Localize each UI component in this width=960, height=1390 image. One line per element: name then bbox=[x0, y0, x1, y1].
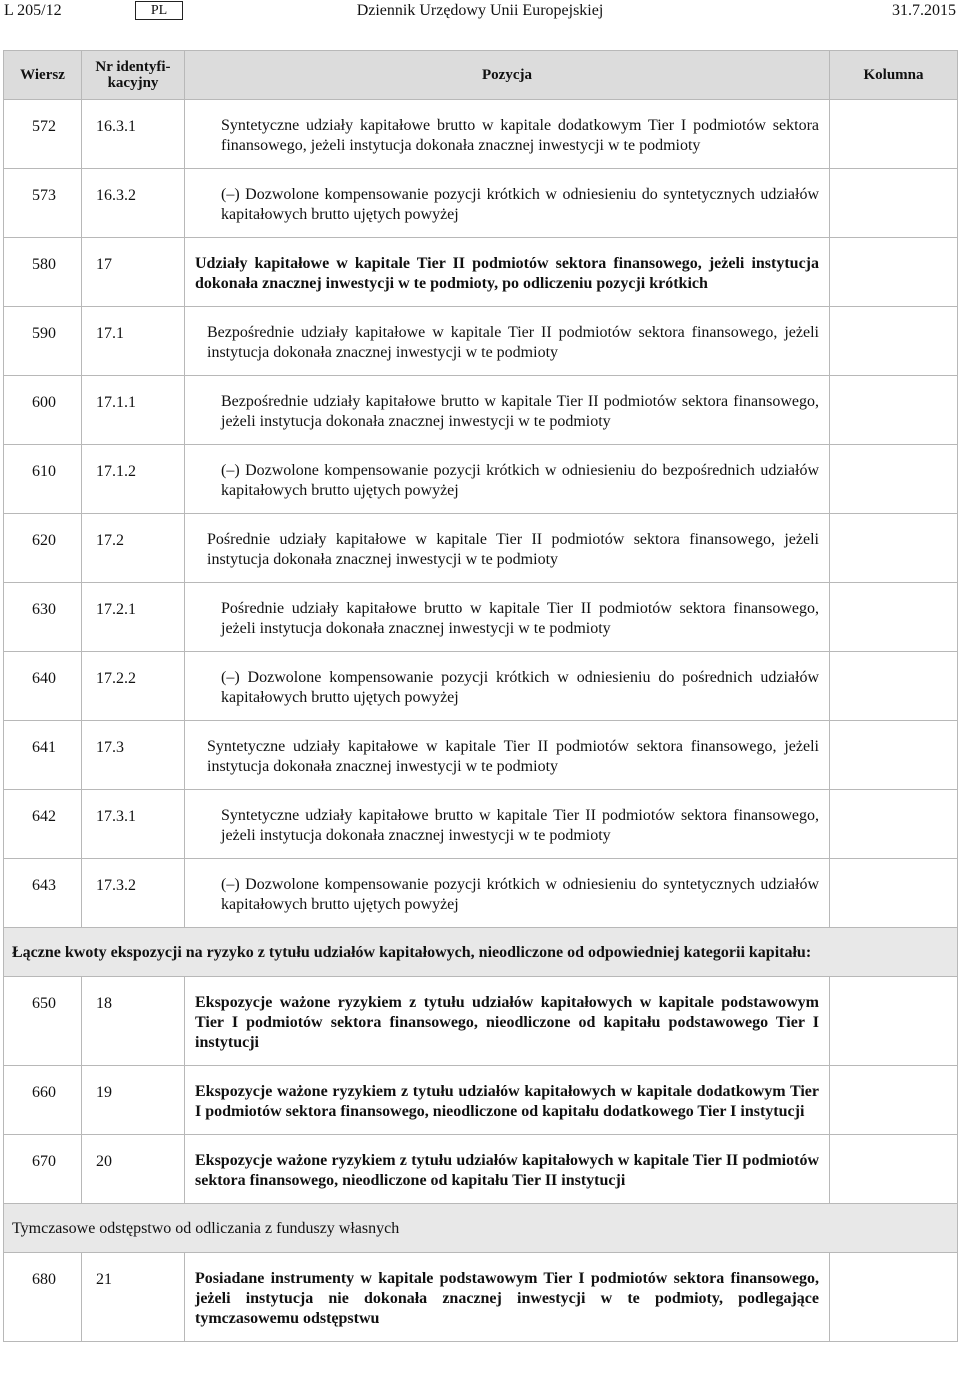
row-number: 573 bbox=[4, 169, 82, 238]
row-column-value bbox=[830, 1253, 958, 1342]
row-column-value bbox=[830, 1066, 958, 1135]
row-item-text: Ekspozycje ważone ryzykiem z tytułu udziałów kapitałowych w kapitale dodatkowym Tier I podmiotów sektora finansowego, nieodliczone od kapitału dodatkowego Tier I instytucji bbox=[185, 1066, 830, 1135]
table-row bbox=[4, 859, 958, 928]
row-identifier: 16.3.1 bbox=[82, 100, 185, 169]
table-row bbox=[4, 238, 958, 307]
section-heading: Tymczasowe odstępstwo od odliczania z funduszy własnych bbox=[4, 1204, 958, 1253]
row-item-text: Pośrednie udziały kapitałowe brutto w kapitale Tier II podmiotów sektora finansowego, jeżeli instytucja dokonała znacznej inwestycji w te podmioty bbox=[185, 583, 830, 652]
row-column-value bbox=[830, 652, 958, 721]
row-number: 643 bbox=[4, 859, 82, 928]
table-row bbox=[4, 721, 958, 790]
column-header-nr bbox=[82, 51, 185, 100]
row-identifier: 19 bbox=[82, 1066, 185, 1135]
row-identifier: 17.3.2 bbox=[82, 859, 185, 928]
items-table bbox=[3, 50, 958, 1342]
column-header-pozycja: Pozycja bbox=[185, 51, 830, 100]
row-column-value bbox=[830, 721, 958, 790]
row-column-value bbox=[830, 376, 958, 445]
row-column-value bbox=[830, 790, 958, 859]
table-row bbox=[4, 445, 958, 514]
row-item-text: (–) Dozwolone kompensowanie pozycji krótkich w odniesieniu do syntetycznych udziałów kapitałowych brutto ujętych powyżej bbox=[185, 169, 830, 238]
table-row bbox=[4, 1135, 958, 1204]
table-row bbox=[4, 652, 958, 721]
section-heading-row bbox=[4, 1204, 958, 1253]
row-identifier: 17.3.1 bbox=[82, 790, 185, 859]
table-row bbox=[4, 977, 958, 1066]
table-header-row bbox=[4, 51, 958, 100]
row-column-value bbox=[830, 307, 958, 376]
row-number: 580 bbox=[4, 238, 82, 307]
row-identifier: 17.1.1 bbox=[82, 376, 185, 445]
row-identifier: 17.2.2 bbox=[82, 652, 185, 721]
row-column-value bbox=[830, 1135, 958, 1204]
row-item-text: Bezpośrednie udziały kapitałowe brutto w kapitale Tier II podmiotów sektora finansowego, jeżeli instytucja dokonała znacznej inwestycji w te podmioty bbox=[185, 376, 830, 445]
row-number: 600 bbox=[4, 376, 82, 445]
row-item-text: Posiadane instrumenty w kapitale podstawowym Tier I podmiotów sektora finansowego, jeżeli instytucja nie dokonała znacznej inwestycji w te podmioty, podlegające tymczasowemu odstępstwu bbox=[185, 1253, 830, 1342]
language-badge: PL bbox=[135, 1, 183, 20]
row-number: 680 bbox=[4, 1253, 82, 1342]
row-identifier: 17.2.1 bbox=[82, 583, 185, 652]
row-item-text: Pośrednie udziały kapitałowe w kapitale Tier II podmiotów sektora finansowego, jeżeli instytucja dokonała znacznej inwestycji w te podmioty bbox=[185, 514, 830, 583]
row-column-value bbox=[830, 100, 958, 169]
table-row bbox=[4, 169, 958, 238]
table-row bbox=[4, 376, 958, 445]
row-item-text: Syntetyczne udziały kapitałowe w kapitale Tier II podmiotów sektora finansowego, jeżeli instytucja dokonała znacznej inwestycji w te podmioty bbox=[185, 721, 830, 790]
table-row bbox=[4, 307, 958, 376]
table-row bbox=[4, 790, 958, 859]
table-body bbox=[4, 100, 958, 1342]
row-number: 650 bbox=[4, 977, 82, 1066]
column-header-wiersz: Wiersz bbox=[4, 51, 82, 100]
row-column-value bbox=[830, 169, 958, 238]
row-identifier: 20 bbox=[82, 1135, 185, 1204]
row-identifier: 17.1 bbox=[82, 307, 185, 376]
row-column-value bbox=[830, 583, 958, 652]
row-number: 610 bbox=[4, 445, 82, 514]
section-heading: Łączne kwoty ekspozycji na ryzyko z tytułu udziałów kapitałowych, nieodliczone od odpowiedniej kategorii kapitału: bbox=[4, 928, 958, 977]
row-identifier: 21 bbox=[82, 1253, 185, 1342]
page-reference: L 205/12 bbox=[4, 2, 62, 19]
publication-date: 31.7.2015 bbox=[892, 2, 956, 19]
page-header bbox=[0, 0, 960, 22]
row-number: 640 bbox=[4, 652, 82, 721]
row-number: 670 bbox=[4, 1135, 82, 1204]
section-heading-row bbox=[4, 928, 958, 977]
row-column-value bbox=[830, 445, 958, 514]
row-number: 660 bbox=[4, 1066, 82, 1135]
row-item-text: Ekspozycje ważone ryzykiem z tytułu udziałów kapitałowych w kapitale podstawowym Tier I podmiotów sektora finansowego, nieodliczone od kapitału podstawowego Tier I instytucji bbox=[185, 977, 830, 1066]
row-column-value bbox=[830, 514, 958, 583]
row-item-text: Syntetyczne udziały kapitałowe brutto w kapitale Tier II podmiotów sektora finansowego, jeżeli instytucja dokonała znacznej inwestycji w te podmioty bbox=[185, 790, 830, 859]
table-row bbox=[4, 100, 958, 169]
row-number: 642 bbox=[4, 790, 82, 859]
row-column-value bbox=[830, 238, 958, 307]
row-item-text: (–) Dozwolone kompensowanie pozycji krótkich w odniesieniu do bezpośrednich udziałów kapitałowych brutto ujętych powyżej bbox=[185, 445, 830, 514]
row-identifier: 17 bbox=[82, 238, 185, 307]
row-identifier: 17.2 bbox=[82, 514, 185, 583]
row-item-text: Ekspozycje ważone ryzykiem z tytułu udziałów kapitałowych w kapitale Tier II podmiotów sektora finansowego, nieodliczone od kapitału Tier II instytucji bbox=[185, 1135, 830, 1204]
row-number: 572 bbox=[4, 100, 82, 169]
row-item-text: Syntetyczne udziały kapitałowe brutto w kapitale dodatkowym Tier I podmiotów sektora finansowego, jeżeli instytucja dokonała znacznej inwestycji w te podmioty bbox=[185, 100, 830, 169]
row-item-text: Bezpośrednie udziały kapitałowe w kapitale Tier II podmiotów sektora finansowego, jeżeli instytucja dokonała znacznej inwestycji w te podmioty bbox=[185, 307, 830, 376]
table-row bbox=[4, 1066, 958, 1135]
row-identifier: 17.1.2 bbox=[82, 445, 185, 514]
table-row bbox=[4, 583, 958, 652]
row-item-text: (–) Dozwolone kompensowanie pozycji krótkich w odniesieniu do pośrednich udziałów kapitałowych brutto ujętych powyżej bbox=[185, 652, 830, 721]
table-row bbox=[4, 1253, 958, 1342]
row-number: 620 bbox=[4, 514, 82, 583]
row-identifier: 18 bbox=[82, 977, 185, 1066]
column-header-nr-label: Nr identyfi-kacyjny bbox=[95, 59, 171, 91]
row-number: 641 bbox=[4, 721, 82, 790]
row-column-value bbox=[830, 977, 958, 1066]
row-identifier: 17.3 bbox=[82, 721, 185, 790]
column-header-kolumna: Kolumna bbox=[830, 51, 958, 100]
row-identifier: 16.3.2 bbox=[82, 169, 185, 238]
row-number: 630 bbox=[4, 583, 82, 652]
row-column-value bbox=[830, 859, 958, 928]
row-item-text: Udziały kapitałowe w kapitale Tier II podmiotów sektora finansowego, jeżeli instytucja dokonała znacznej inwestycji w te podmioty, po odliczeniu pozycji krótkich bbox=[185, 238, 830, 307]
row-item-text: (–) Dozwolone kompensowanie pozycji krótkich w odniesieniu do syntetycznych udziałów kapitałowych brutto ujętych powyżej bbox=[185, 859, 830, 928]
row-number: 590 bbox=[4, 307, 82, 376]
journal-title: Dziennik Urzędowy Unii Europejskiej bbox=[356, 2, 604, 19]
table-row bbox=[4, 514, 958, 583]
